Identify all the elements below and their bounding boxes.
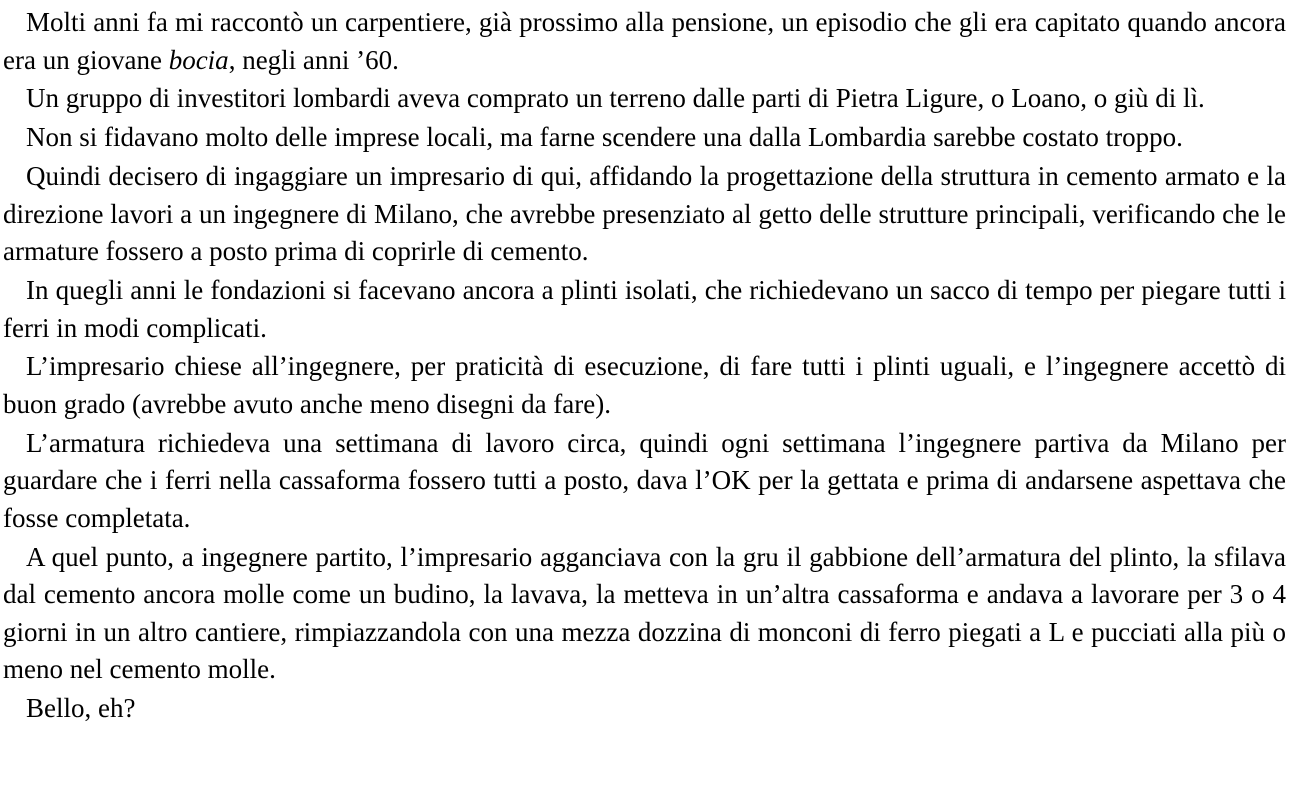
paragraph-3: Non si fidavano molto delle imprese locali, ma farne scendere una dalla Lombardia sarebbe costato troppo. (26, 122, 1183, 153)
paragraph-1-text-start: Molti anni fa mi raccontò un carpentiere, già prossimo alla pensione, un episodio che gli era capitato quando ancora era un giovane (3, 7, 1286, 75)
paragraph-7: L’armatura richiedeva una settimana di lavoro circa, quindi ogni settimana l’ingegnere partiva da Milano per guardare che i ferri nella cassaforma fossero tutti a posto, dava l’OK per la gettata e prima di andarsene aspettava che fosse completata. (3, 427, 1286, 533)
paragraph-4: Quindi decisero di ingaggiare un impresario di qui, affidando la progettazione della struttura in cemento armato e la direzione lavori a un ingegnere di Milano, che avrebbe presenziato al getto delle strutture principali, verificando che le armature fossero a posto prima di coprirle di cemento. (3, 160, 1286, 267)
paragraph-5: In quegli anni le fondazioni si facevano ancora a plinti isolati, che richiedevano un sacco di tempo per piegare tutti i ferri in modi complicati. (3, 274, 1286, 343)
paragraph-9: Bello, eh? (26, 693, 136, 724)
paragraph-6: L’impresario chiese all’ingegnere, per praticità di esecuzione, di fare tutti i plinti uguali, e l’ingegnere accettò di buon grado (avrebbe avuto anche meno disegni da fare). (3, 351, 1286, 419)
paragraph-8: A quel punto, a ingegnere partito, l’impresario agganciava con la gru il gabbione dell’armatura del plinto, la sfilava dal cemento ancora molle come un budino, la lavava, la metteva in un’altra cassaforma e andava a lavorare per 3 o 4 giorni in un altro cantiere, rimpiazzandola con una mezza dozzina di monconi di ferro piegati a L e pucciati alla più o meno nel cemento molle. (3, 541, 1286, 685)
paragraph-2: Un gruppo di investitori lombardi aveva comprato un terreno dalle parti di Pietra Ligure, o Loano, o giù di lì. (26, 83, 1205, 114)
paragraph-1 (3, 4, 1286, 79)
paragraph-1-text-end: , negli anni ’60. (228, 44, 399, 75)
paragraph-1-italic-word: bocia (168, 44, 229, 75)
